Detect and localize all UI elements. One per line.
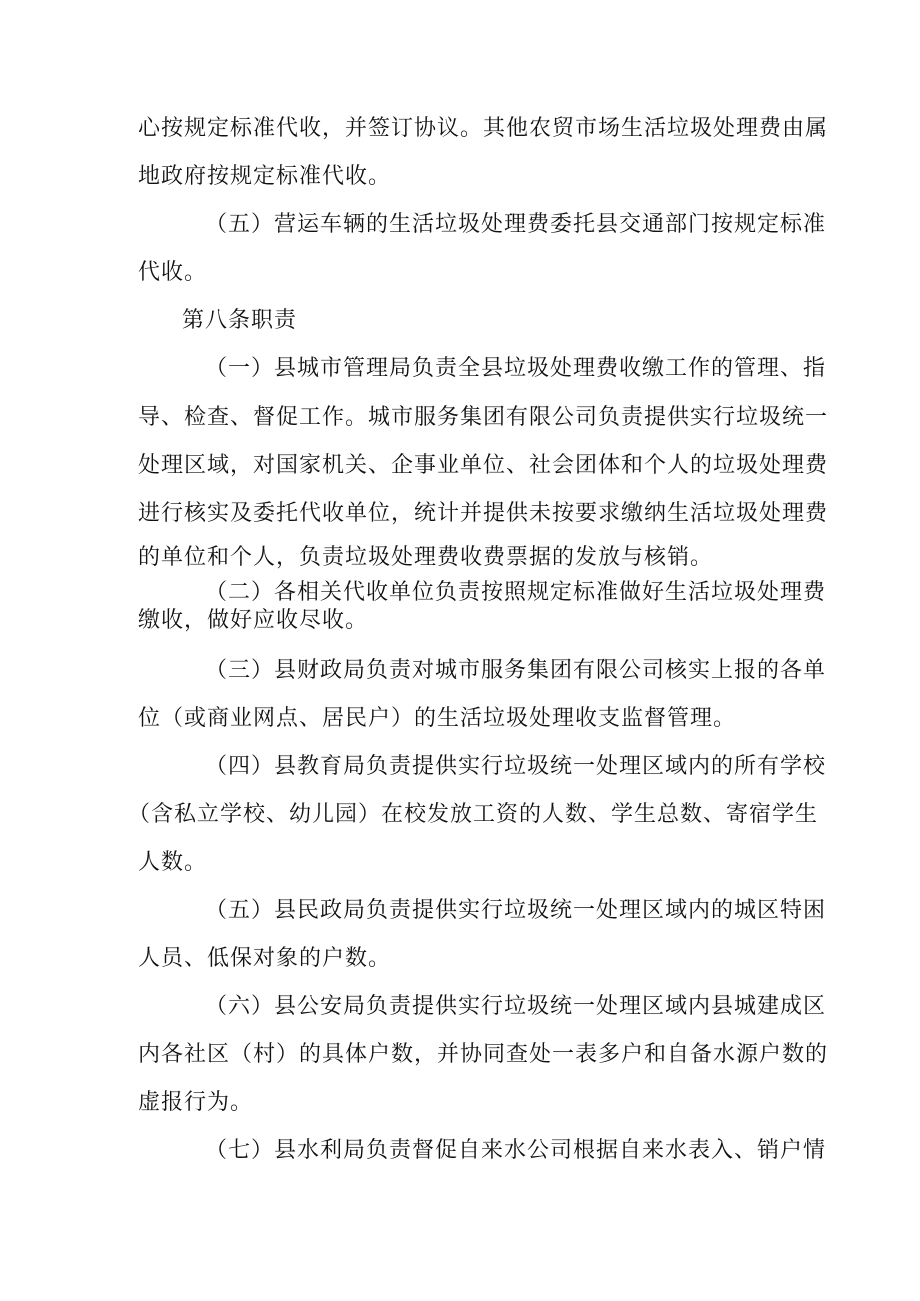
text-line: （含私立学校、幼儿园）在校发放工资的人数、学生总数、寄宿学生: [128, 802, 819, 827]
text-line: 心按规定标准代收，并签订协议。其他农贸市场生活垃圾处理费由属: [138, 116, 829, 141]
text-line: （五）县民政局负责提供实行垃圾统一处理区域内的城区特困: [205, 898, 827, 923]
text-line: 人数。: [138, 850, 208, 875]
text-line: 的单位和个人，负责垃圾处理费收费票据的发放与核销。: [138, 545, 714, 570]
text-line: 虚报行为。: [138, 1090, 254, 1115]
text-line: 进行核实及委托代收单位，统计并提供未按要求缴纳生活垃圾处理费: [138, 501, 829, 526]
text-line: （七）县水利局负责督促自来水公司根据自来水表入、销户情: [205, 1138, 827, 1163]
text-line: （五）营运车辆的生活垃圾处理费委托县交通部门按规定标准: [205, 212, 827, 237]
text-line: 处理区域，对国家机关、企事业单位、社会团体和个人的垃圾处理费: [138, 453, 829, 478]
text-line: 导、检查、督促工作。城市服务集团有限公司负责提供实行垃圾统一: [138, 405, 829, 430]
text-line: （一）县城市管理局负责全县垃圾处理费收缴工作的管理、指: [205, 356, 827, 381]
text-line: 代收。: [138, 260, 208, 285]
text-line: 缴收，做好应收尽收。: [138, 608, 369, 633]
text-line: （三）县财政局负责对城市服务集团有限公司核实上报的各单: [205, 658, 827, 683]
text-line: 位（或商业网点、居民户）的生活垃圾处理收支监督管理。: [138, 706, 737, 731]
article-heading: 第八条职责: [182, 308, 298, 333]
text-line: （二）各相关代收单位负责按照规定标准做好生活垃圾处理费: [205, 580, 827, 605]
text-line: 内各社区（村）的具体户数，并协同查处一表多户和自备水源户数的: [138, 1042, 829, 1067]
text-line: 地政府按规定标准代收。: [138, 164, 392, 189]
text-line: 人员、低保对象的户数。: [138, 946, 392, 971]
text-line: （六）县公安局负责提供实行垃圾统一处理区域内县城建成区: [205, 994, 827, 1019]
text-line: （四）县教育局负责提供实行垃圾统一处理区域内的所有学校: [205, 754, 827, 779]
